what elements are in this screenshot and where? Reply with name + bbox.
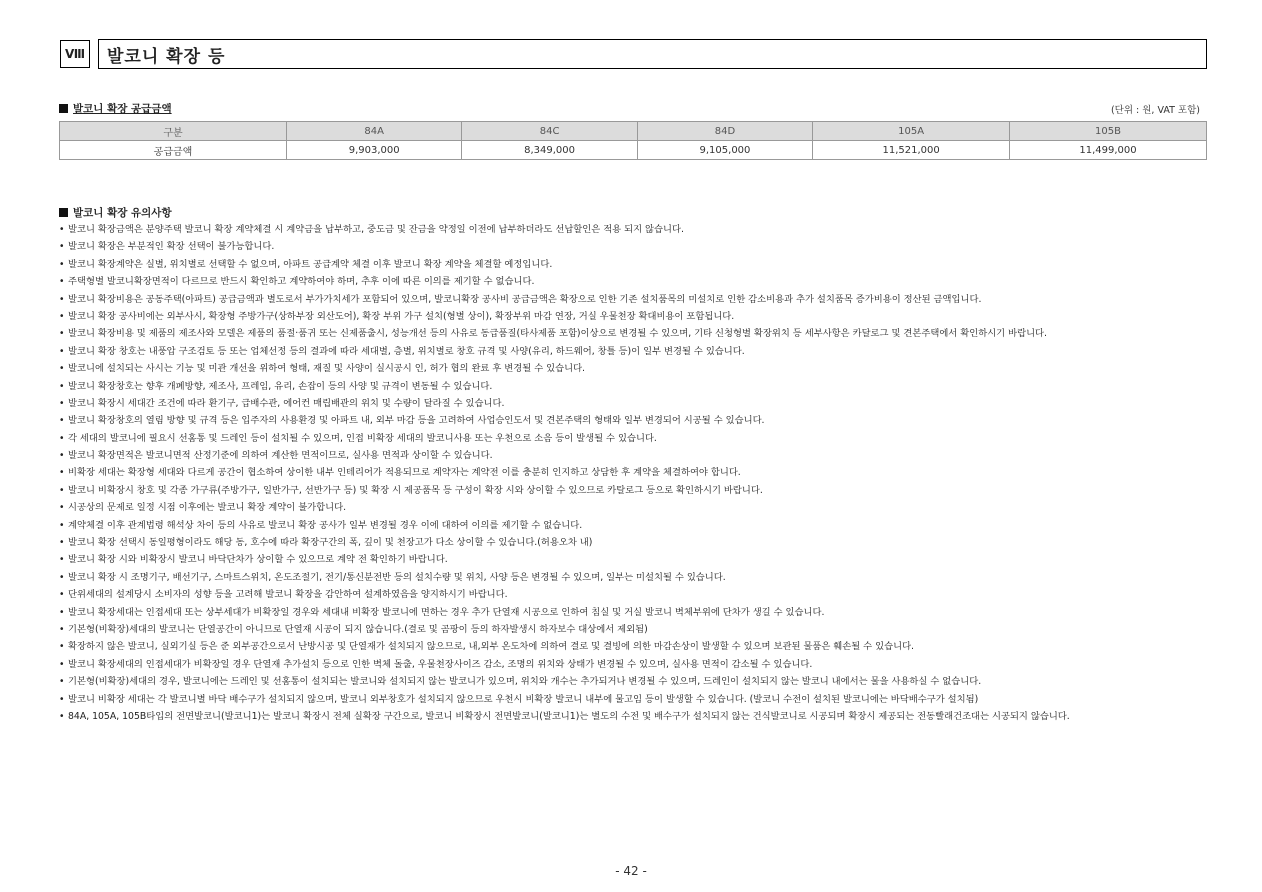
table-cell: 공급금액 — [60, 141, 287, 160]
list-item: • 발코니 확장 시 조명기구, 배선기구, 스마트스위치, 온도조절기, 전기/통신분전반 등의 설치수량 및 위치, 사양 등은 변경될 수 있으며, 일부는 미설치될 수 있습니다. — [59, 572, 1209, 584]
list-item: • 주택형별 발코니확장면적이 다르므로 반드시 확인하고 계약하여야 하며, 추후 이에 따른 이의를 제기할 수 없습니다. — [59, 276, 1209, 288]
list-item: • 발코니 확장금액은 분양주택 발코니 확장 계약체결 시 계약금을 납부하고, 중도금 및 잔금을 약정일 이전에 납부하더라도 선납할인은 적용 되지 않습니다. — [59, 224, 1209, 236]
notes-heading — [59, 205, 172, 220]
list-item: • 발코니 확장창호는 향후 개폐방향, 제조사, 프레임, 유리, 손잡이 등의 사양 및 규격이 변동될 수 있습니다. — [59, 381, 1209, 393]
supply-heading-label: 발코니 확장 공급금액 — [73, 103, 172, 115]
list-item: • 발코니 확장면적은 발코니면적 산정기준에 의하여 계산한 면적이므로, 실사용 면적과 상이할 수 있습니다. — [59, 450, 1209, 462]
list-item: • 각 세대의 발코니에 필요시 선홈통 및 드레인 등이 설치될 수 있으며, 인접 비확장 세대의 발코니사용 또는 우천으로 소음 등이 발생될 수 있습니다. — [59, 433, 1209, 445]
list-item: • 발코니 확장 시와 비확장시 발코니 바닥단차가 상이할 수 있으므로 계약 전 확인하기 바랍니다. — [59, 554, 1209, 566]
list-item: • 비확장 세대는 확장형 세대와 다르게 공간이 협소하여 상이한 내부 인테리어가 적용되므로 계약자는 계약전 이를 충분히 인지하고 상담한 후 계약을 체결하여야 합니다. — [59, 467, 1209, 479]
list-item: • 발코니 확장은 부분적인 확장 선택이 불가능합니다. — [59, 241, 1209, 253]
page-number: - 42 - — [615, 864, 647, 878]
table-cell: 9,105,000 — [637, 141, 812, 160]
table-cell: 8,349,000 — [462, 141, 637, 160]
list-item: • 발코니 확장세대는 인접세대 또는 상부세대가 비확장일 경우와 세대내 비확장 발코니에 면하는 경우 추가 단열재 시공으로 인하여 침실 및 거실 발코니 벽체부위에 단차가 생길 수 있습니다. — [59, 607, 1209, 619]
list-item: • 발코니 확장비용은 공동주택(아파트) 공급금액과 별도로서 부가가치세가 포함되어 있으며, 발코니확장 공사비 공급금액은 확장으로 인한 기존 설치품목의 미설치로 인한 감소비용과 추가 설치품목 증가비용이 정산된 금액입니다. — [59, 294, 1209, 306]
notes-list — [59, 224, 1209, 728]
table-header-cell: 84A — [287, 122, 462, 141]
table-header-cell: 105A — [813, 122, 1010, 141]
list-item: • 84A, 105A, 105B타입의 전면발코니(발코니1)는 발코니 확장시 전체 실확장 구간으로, 발코니 비확장시 전면발코니(발코니1)는 별도의 수전 및 배수구가 설치되지 않는 건식발코니로 시공되며 확장시 제공되는 전동빨래건조대는 시공되지 않습니다. — [59, 711, 1209, 723]
section-number: Ⅷ — [60, 40, 90, 68]
list-item: • 발코니 확장세대의 인접세대가 비확장일 경우 단열재 추가설치 등으로 인한 벽체 돌출, 우물천장사이즈 감소, 조명의 위치와 상태가 변경될 수 있으며, 실사용 면적이 감소될 수 있습니다. — [59, 659, 1209, 671]
section-title: 발코니 확장 등 — [98, 39, 1207, 69]
list-item: • 발코니 비확장시 창호 및 각종 가구류(주방가구, 일반가구, 선반가구 등) 및 확장 시 제공품목 등 구성이 확장 시와 상이할 수 있으므로 카탈로그 등으로 확인하시기 바랍니다. — [59, 485, 1209, 497]
list-item: • 발코니에 설치되는 사시는 기능 및 미관 개선을 위하여 형태, 재질 및 사양이 실시공시 인, 허가 협의 완료 후 변경될 수 있습니다. — [59, 363, 1209, 375]
list-item: • 발코니 비확장 세대는 각 발코니별 바닥 배수구가 설치되지 않으며, 발코니 외부창호가 설치되지 않으므로 우천시 비확장 발코니 내부에 물고임 등이 발생할 수 있습니다. (발코니 수전이 설치된 발코니에는 바닥배수구가 설치됨) — [59, 694, 1209, 706]
list-item: • 발코니 확장비용 및 제품의 제조사와 모델은 제품의 품절·품귀 또는 신제품출시, 성능개선 등의 사유로 동급품질(타사제품 포함)이상으로 변경될 수 있으며, 기타 신청형별 확장위치 등 세부사항은 카달로그 및 견본주택에서 확인하시기 바랍니다. — [59, 328, 1209, 340]
table-header-cell: 105B — [1010, 122, 1207, 141]
list-item: • 시공상의 문제로 일정 시점 이후에는 발코니 확장 계약이 불가합니다. — [59, 502, 1209, 514]
square-bullet-icon — [59, 208, 68, 217]
table-header-cell: 구분 — [60, 122, 287, 141]
square-bullet-icon — [59, 104, 68, 113]
table-header-cell: 84D — [637, 122, 812, 141]
list-item: • 단위세대의 설계당시 소비자의 성향 등을 고려해 발코니 확장을 감안하여 설계하였음을 양지하시기 바랍니다. — [59, 589, 1209, 601]
table-cell: 11,521,000 — [813, 141, 1010, 160]
section-header — [60, 39, 1207, 69]
notes-heading-label: 발코니 확장 유의사항 — [73, 207, 172, 219]
list-item: • 확장하지 않은 발코니, 실외기실 등은 준 외부공간으로서 난방시공 및 단열재가 설치되지 않으므로, 내,외부 온도차에 의하여 결로 및 결빙에 의한 마감손상이 발생할 수 있으며 보관된 물품은 훼손될 수 있습니다. — [59, 641, 1209, 653]
list-item: • 기본형(비확장)세대의 경우, 발코니에는 드레인 및 선홈통이 설치되는 발코니와 설치되지 않는 발코니가 있으며, 위치와 개수는 추가되거나 변경될 수 있으며, 드레인이 설치되지 않는 발코니 내에서는 물을 사용하실 수 없습니다. — [59, 676, 1209, 688]
list-item: • 발코니 확장시 세대간 조건에 따라 환기구, 급배수관, 에어컨 매립배관의 위치 및 수량이 달라질 수 있습니다. — [59, 398, 1209, 410]
unit-note: (단위 : 원, VAT 포함) — [1110, 105, 1200, 116]
supply-heading — [59, 101, 172, 116]
table-cell: 9,903,000 — [287, 141, 462, 160]
supply-price-table — [59, 121, 1207, 160]
list-item: • 발코니 확장창호의 열림 방향 및 규격 등은 입주자의 사용환경 및 아파트 내, 외부 마감 등을 고려하여 사업승인도서 및 견본주택의 형태와 일부 변경되어 시공될 수 있습니다. — [59, 415, 1209, 427]
table-header-cell: 84C — [462, 122, 637, 141]
list-item: • 발코니 확장 공사비에는 외부사시, 확장형 주방가구(상하부장 외산도어), 확장 부위 가구 설치(형별 상이), 확장부위 마감 연장, 거실 우물천장 확대비용이 포함됩니다. — [59, 311, 1209, 323]
table-cell: 11,499,000 — [1010, 141, 1207, 160]
list-item: • 발코니 확장계약은 실별, 위치별로 선택할 수 없으며, 아파트 공급계약 체결 이후 발코니 확장 계약을 체결할 예정입니다. — [59, 259, 1209, 271]
table-row — [60, 141, 1207, 160]
list-item: • 기본형(비확장)세대의 발코니는 단열공간이 아니므로 단열재 시공이 되지 않습니다.(결로 및 곰팡이 등의 하자발생시 하자보수 대상에서 제외됨) — [59, 624, 1209, 636]
table-header-row — [60, 122, 1207, 141]
list-item: • 발코니 확장 창호는 내풍압 구조검토 등 또는 업체선정 등의 결과에 따라 세대별, 층별, 위치별로 창호 규격 및 사양(유리, 하드웨어, 창틀 등)이 일부 변경될 수 있습니다. — [59, 346, 1209, 358]
list-item: • 발코니 확장 선택시 동일평형이라도 해당 동, 호수에 따라 확장구간의 폭, 깊이 및 천장고가 다소 상이할 수 있습니다.(허용오차 내) — [59, 537, 1209, 549]
list-item: • 계약체결 이후 관계법령 해석상 차이 등의 사유로 발코니 확장 공사가 일부 변경될 경우 이에 대하여 이의를 제기할 수 없습니다. — [59, 520, 1209, 532]
